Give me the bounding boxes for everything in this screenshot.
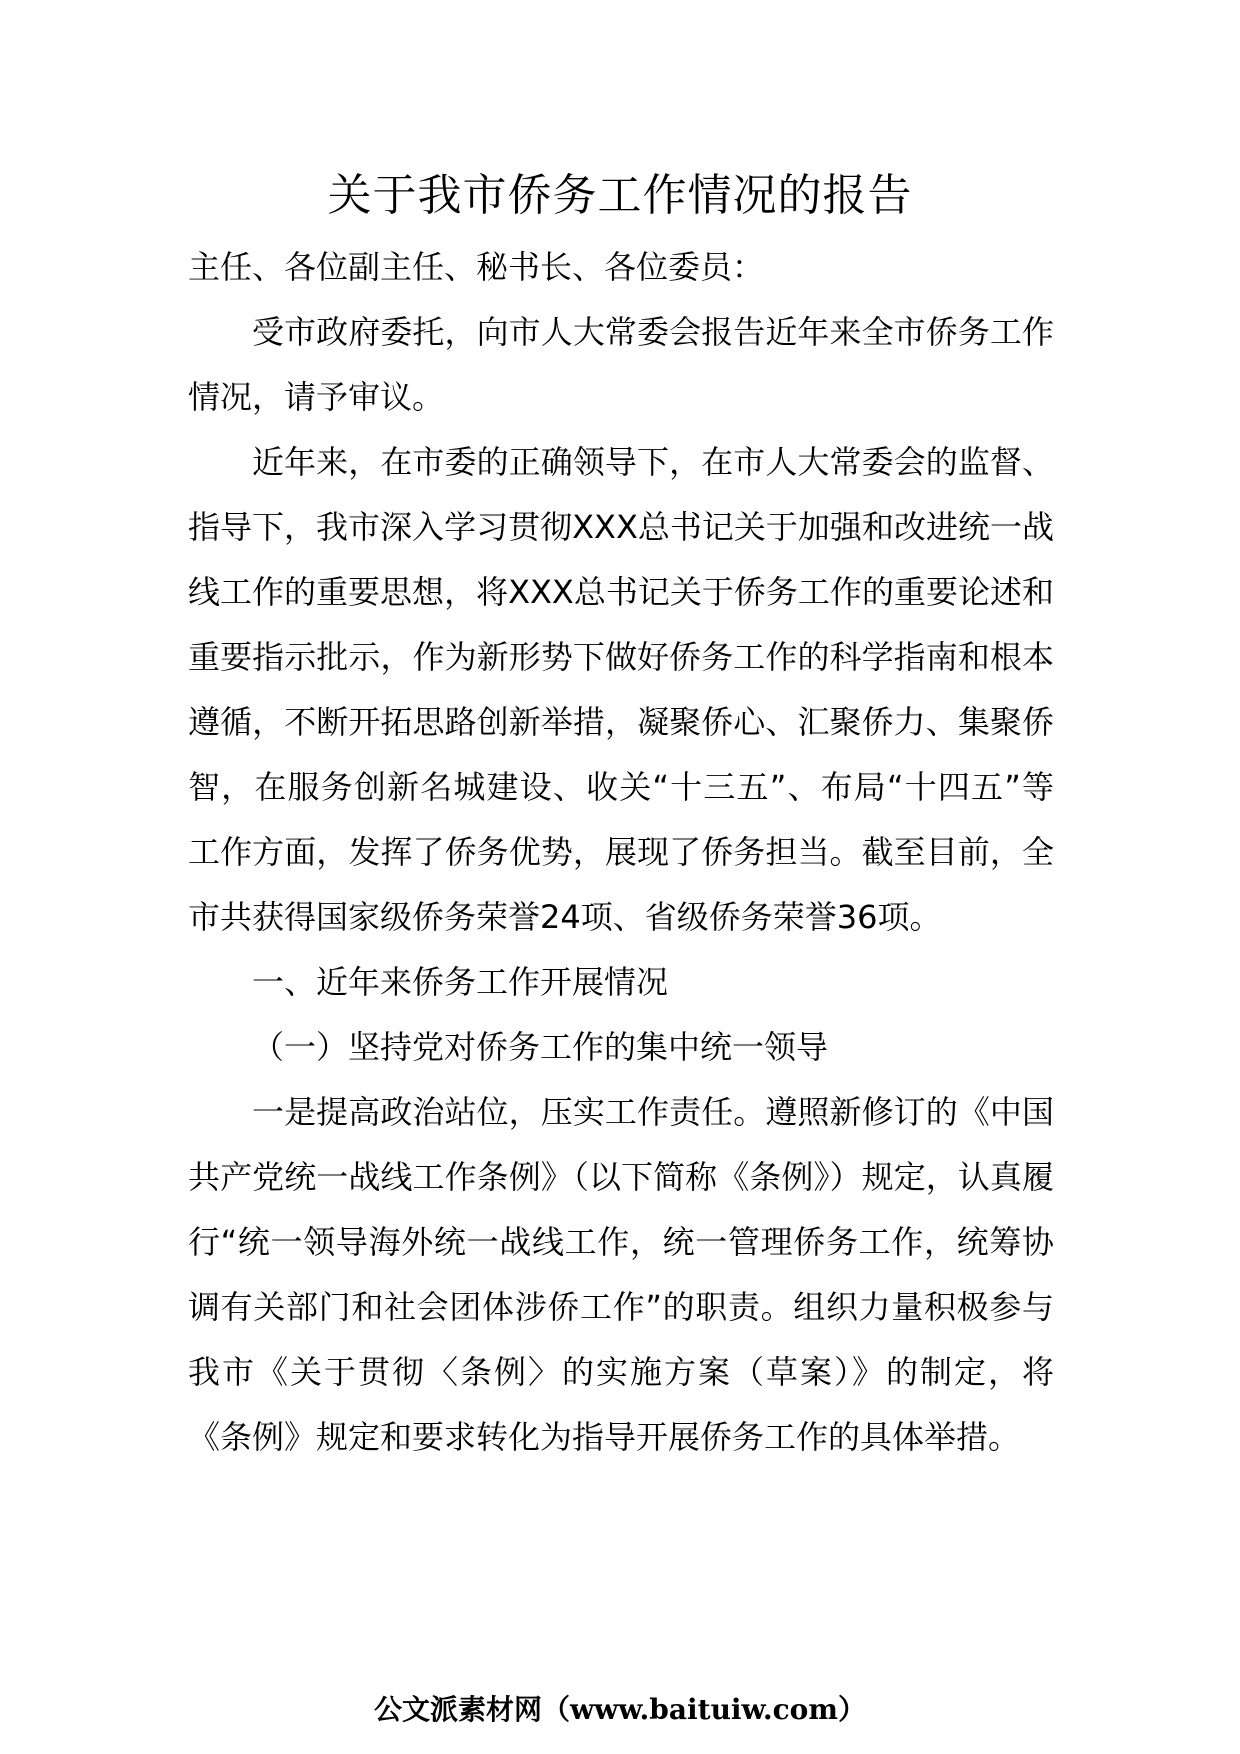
- paragraph-overview: 近年来，在市委的正确领导下，在市人大常委会的监督、指导下，我市深入学习贯彻XXX总书记关于加强和改进统一战线工作的重要思想，将XXX总书记关于侨务工作的重要论述和重要指示批示，作为新形势下做好侨务工作的科学指南和根本遵循，不断开拓思路创新举措，凝聚侨心、汇聚侨力、集聚侨智，在服务创新名城建设、收关“十三五”、布局“十四五”等工作方面，发挥了侨务优势，展现了侨务担当。截至目前，全市共获得国家级侨务荣誉24项、省级侨务荣誉36项。: [188, 443, 1054, 936]
- subsection-heading: （一）坚持党对侨务工作的集中统一领导: [252, 1028, 829, 1066]
- paragraph-leadership: 一是提高政治站位，压实工作责任。遵照新修订的《中国共产党统一战线工作条例》（以下简称《条例》）规定，认真履行“统一领导海外统一战线工作，统一管理侨务工作，统筹协调有关部门和社会团体涉侨工作”的职责。组织力量积极参与我市《关于贯彻〈条例〉的实施方案（草案）》的制定，将《条例》规定和要求转化为指导开展侨务工作的具体举措。: [188, 1093, 1054, 1456]
- document-body: [188, 235, 1054, 1470]
- section-heading: 一、近年来侨务工作开展情况: [252, 963, 669, 1001]
- salutation: 主任、各位副主任、秘书长、各位委员：: [188, 248, 765, 286]
- document-title: 关于我市侨务工作情况的报告: [327, 170, 913, 221]
- paragraph-intro: 受市政府委托，向市人大常委会报告近年来全市侨务工作情况，请予审议。: [188, 313, 1054, 416]
- source-footer: 公文派素材网（www.baituiw.com）: [374, 1693, 866, 1726]
